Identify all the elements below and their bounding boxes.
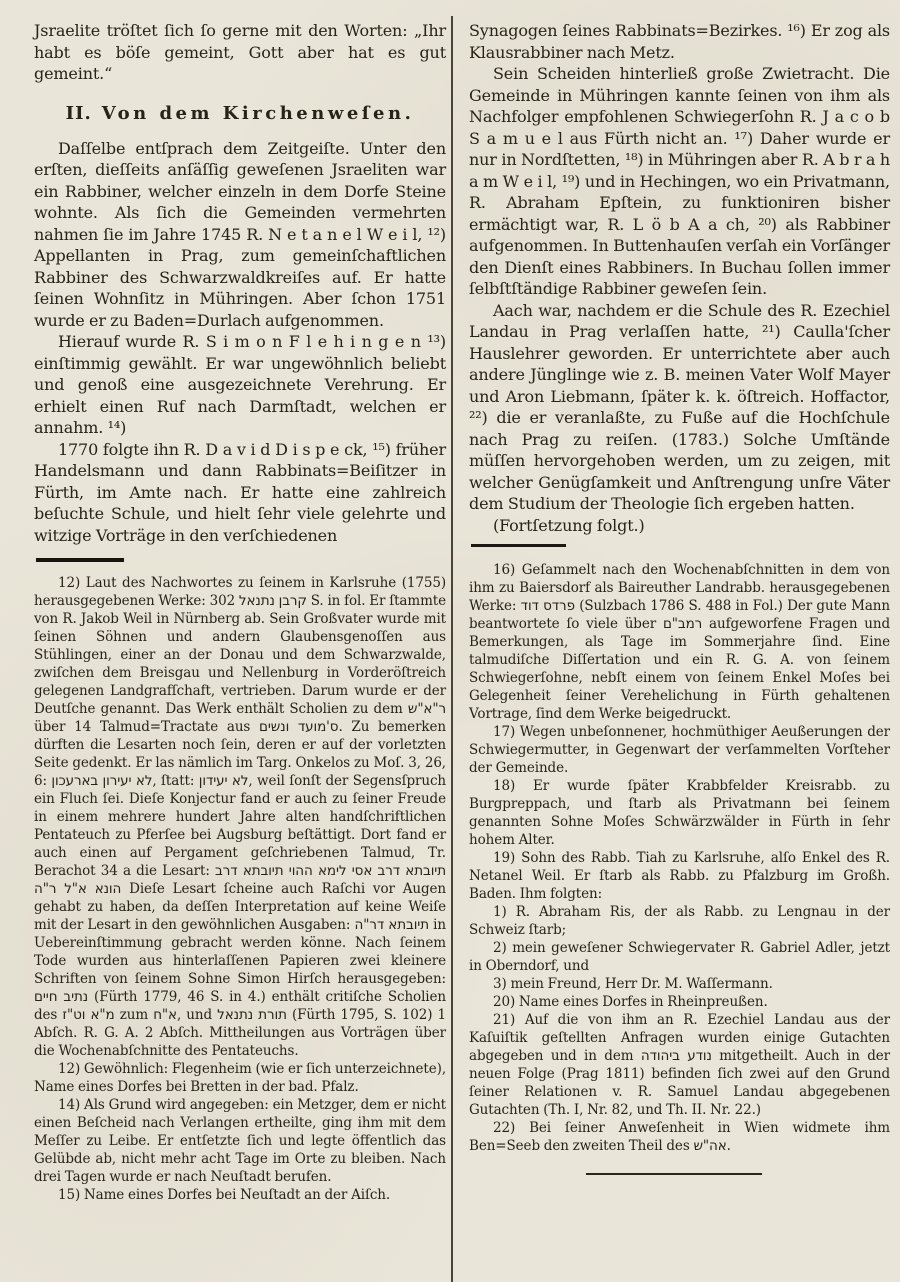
footnote: 18) Er wurde ſpäter Krabbfelder Kreisrabb. zu Burgpreppach, und ſtarb als Privatmann bei ſeinem genannten Sohne Moſes Schwärzwälder in Fürth in ſehr hohem Alter. — [469, 777, 890, 848]
footnote: 15) Name eines Dorfes bei Neuſtadt an der Aiſch. — [58, 1186, 391, 1203]
section-number: II. — [65, 102, 92, 124]
paragraph: Aach war, nachdem er die Schule des R. Ezechiel Landau in Prag verlaſſen hatte, ²¹) Caulla'ſcher Hauslehrer geworden. Er unterrichtete aber auch andere Jünglinge wie z. B. meinen Vater Wolf Mayer und Aron Liebmann, ſpäter k. k. öſtreich. Hoffactor, ²²) die er veranlaßte, zu Fuße auf die Hochſchule nach Prag zu reiſen. (1783.) Solche Umſtände müſſen hervorgehoben werden, um zu zeigen, mit welcher Genügſamkeit und Anſtrengung unſre Väter dem Studium der Theologie ſich ergeben hatten. — [469, 300, 890, 513]
paragraph: Hierauf wurde R. S i m o n F l e h i n g e n ¹³) einſtimmig gewählt. Er war ungewöhnlich beliebt und genoß eine ausgezeichnete Verehrung. Er erhielt einen Ruf nach Darmſtadt, welchen er annahm. ¹⁴) — [34, 332, 446, 437]
footnote: 16) Geſammelt nach den Wochenabſchnitten in dem von ihm zu Baiersdorf als Baireuther Landrabb. herausgegebenen Werke: פרדס דוד (Sulzbach 1786 S. 488 in Fol.) Der gute Mann beantwortete ſo viele über רמב"ם aufgeworfene Fragen und Bemerkungen, als Tage im Sommerjahre ſind. Eine talmudiſche Diſſertation und ein R. G. A. von ſeinem Schwiegerſohne, nebſt einem von ſeinem Enkel Moſes bei Gelegenheit ſeiner Verehelichung in Fürth gehaltenen Vortrage, ſind dem Werke beigedruckt. — [469, 561, 890, 722]
footnote: 19) Sohn des Rabb. Tiah zu Karlsruhe, alſo Enkel des R. Netanel Weil. Er ſtarb als Rabb. zu Pfalzburg im Großh. Baden. Ihm folgten: — [469, 849, 890, 902]
footnote-separator — [36, 558, 124, 562]
footnote: 12) Gewöhnlich: Flegenheim (wie er ſich unterzeichnete), Name eines Dorfes bei Bretten in der bad. Pfalz. — [34, 1060, 447, 1095]
section-title: Von dem Kirchenweſen. — [101, 102, 415, 124]
section-heading — [34, 103, 446, 124]
footnote-separator — [471, 544, 566, 547]
paragraph: Daſſelbe entſprach dem Zeitgeiſte. Unter den erſten, dieſſeits anſäſſig geweſenen Jsraeliten war ein Rabbiner, welcher einzeln in dem Dorfe Steine wohnte. Als ſich die Gemeinden vermehrten nahmen ſie im Jahre 1745 R. N e t a n e l W e i l, ¹²) Appellanten in Prag, zum gemeinſchaftlichen Rabbiner des Schwarzwaldkreiſes auf. Er hatte ſeinen Wohnſitz in Mühringen. Aber ſchon 1751 wurde er zu Baden=Durlach aufgenommen. — [34, 138, 446, 330]
left-column — [34, 20, 446, 1204]
column-divider-rule — [451, 16, 453, 1282]
footnote: 21) Auf die von ihm an R. Ezechiel Landau aus der Kaſuiſtik geſtellten Anfragen wurden einige Gutachten abgegeben und in dem נודע ביהודה mitgetheilt. Auch in der neuen Folge (Prag 1811) befinden ſich zwei auf den Grund ſeiner Relationen v. R. Samuel Landau abgegebenen Gutachten (Th. I, Nr. 82, und Th. II. Nr. 22.) — [469, 1011, 890, 1118]
footnote: 22) Bei ſeiner Anweſenheit in Wien widmete ihm Ben=Seeb den zweiten Theil des אה"ש. — [469, 1119, 890, 1154]
continuation-note: (Fortſetzung folgt.) — [493, 515, 645, 535]
end-of-article-rule — [586, 1173, 762, 1176]
footnote: 20) Name eines Dorfes in Rheinpreußen. — [493, 993, 768, 1010]
footnote-list-item: 3) mein Freund, Herr Dr. M. Waſſermann. — [493, 975, 773, 992]
footnote: 14) Als Grund wird angegeben: ein Metzger, dem er nicht einen Beſcheid nach Verlangen ertheilte, ging ihm mit dem Meſſer zu Leibe. Er entſetzte ſich und legte öffentlich das Gelübde ab, nicht mehr acht Tage im Orte zu bleiben. Nach drei Tagen wurde er nach Neuſtadt berufen. — [34, 1096, 446, 1185]
footnote: 12) Laut des Nachwortes zu ſeinem in Karlsruhe (1755) herausgegebenen Werke: קרבן נתנאל 302 S. in fol. Er ſtammte von R. Jakob Weil in Nürnberg ab. Sein Großvater wurde mit ſeinen Söhnen und andern Glaubensgenoſſen aus Stühlingen, einer an der Donau und dem Schwarzwalde, zwiſchen dem Breisgau und Nellenburg in Vorderöſtreich gelegenen Landgrafſchaft, vertrieben. Darum wurde er der Deutſche genannt. Das Werk enthält Scholien zu dem ר"א"ש über 14 Talmud=Tractate aus ס'מועד ונשים. Zu bemerken dürften die Lesarten noch ſein, deren er auf der vorletzten Seite gedenkt. Er las nämlich im Targ. Onkelos zu Moſ. 3, 26, 6: לא יעירון בארעכון, ſtatt: לא יעידון, weil ſonſt der Segensſpruch ein Fluch ſei. Dieſe Konjectur fand er auch zu ſeiner Freude in einem mehrere hundert Jahre alten handſchriftlichen Pentateuch zu Pferſee bei Augsburg beſtättigt. Dort fand er auch einen auf Pergament geſchriebenen Talmud, Tr. Berachot 34 a die Lesart: תיובתא דרב אסי לימא ההוי תיובתא דרב הונא א"ל ר"ה Dieſe Lesart ſcheine auch Raſchi vor Augen gehabt zu haben, da deſſen Interpretation auf keine Weiſe mit der Lesart in den gewöhnlichen Ausgaben: תיובתא דר"ה in Uebereinſtimmung gebracht werden könne. Nach ſeinem Tode wurden aus hinterlaſſenen Papieren zwei kleinere Schriften von ſeinem Sohne Simon Hirſch herausgegeben: נתיב חיים (Fürth 1779, 46 S. in 4.) enthält critiſche Scholien des מ"א וט"ז zum א"ח, und תורת נתנאל (Fürth 1795, S. 102) 1 Abſch. R. G. A. 2 Abſch. Mittheilungen aus Vorträgen über die Wochenabſchnitte des Pentateuchs. — [34, 574, 447, 1059]
paragraph-continuation: Synagogen ſeines Rabbinats=Bezirkes. ¹⁶) Er zog als Klausrabbiner nach Metz. — [469, 21, 890, 62]
paragraph: Sein Scheiden hinterließ große Zwietracht. Die Gemeinde in Mühringen kannte ſeinen von ihm als Nachfolger empfohlenen Schwiegerſohn R. J a c o b S a m u e l aus Fürth nicht an. ¹⁷) Daher wurde er nur in Nordſtetten, ¹⁸) in Mühringen aber R. A b r a h a m W e i l, ¹⁹) und in Hechingen, wo ein Privatmann, R. Abraham Epſtein, zu funktioniren bisher ermächtigt war, R. L ö b A a ch, ²⁰) als Rabbiner aufgenommen. In Buttenhauſen verſah ein Vorſänger den Dienſt eines Rabbiners. In Buchau ſollen immer ſelbſtſtändige Rabbiner geweſen ſein. — [469, 64, 890, 298]
paragraph-continuation: Jsraelite tröſtet ſich ſo gerne mit den Worten: „Ihr habt es böſe gemeint, Gott aber hat es gut gemeint.“ — [34, 21, 446, 83]
footnote: 17) Wegen unbeſonnener, hochmüthiger Aeußerungen der Schwiegermutter, in Gegenwart der verſammelten Vorſteher der Gemeinde. — [469, 723, 890, 776]
footnote-list-item: 2) mein geweſener Schwiegervater R. Gabriel Adler, jetzt in Oberndorf, und — [469, 939, 890, 974]
paragraph: 1770 folgte ihn R. D a v i d D i s p e ck, ¹⁵) früher Handelsmann und dann Rabbinats=Beiſitzer in Fürth, im Amte nach. Er hatte eine zahlreich beſuchte Schule, und hielt ſehr viele gelehrte und witzige Vorträge in den verſchiedenen — [34, 439, 446, 545]
right-column — [469, 20, 890, 1175]
footnote-list-item: 1) R. Abraham Ris, der als Rabb. zu Lengnau in der Schweiz ſtarb; — [469, 903, 890, 938]
